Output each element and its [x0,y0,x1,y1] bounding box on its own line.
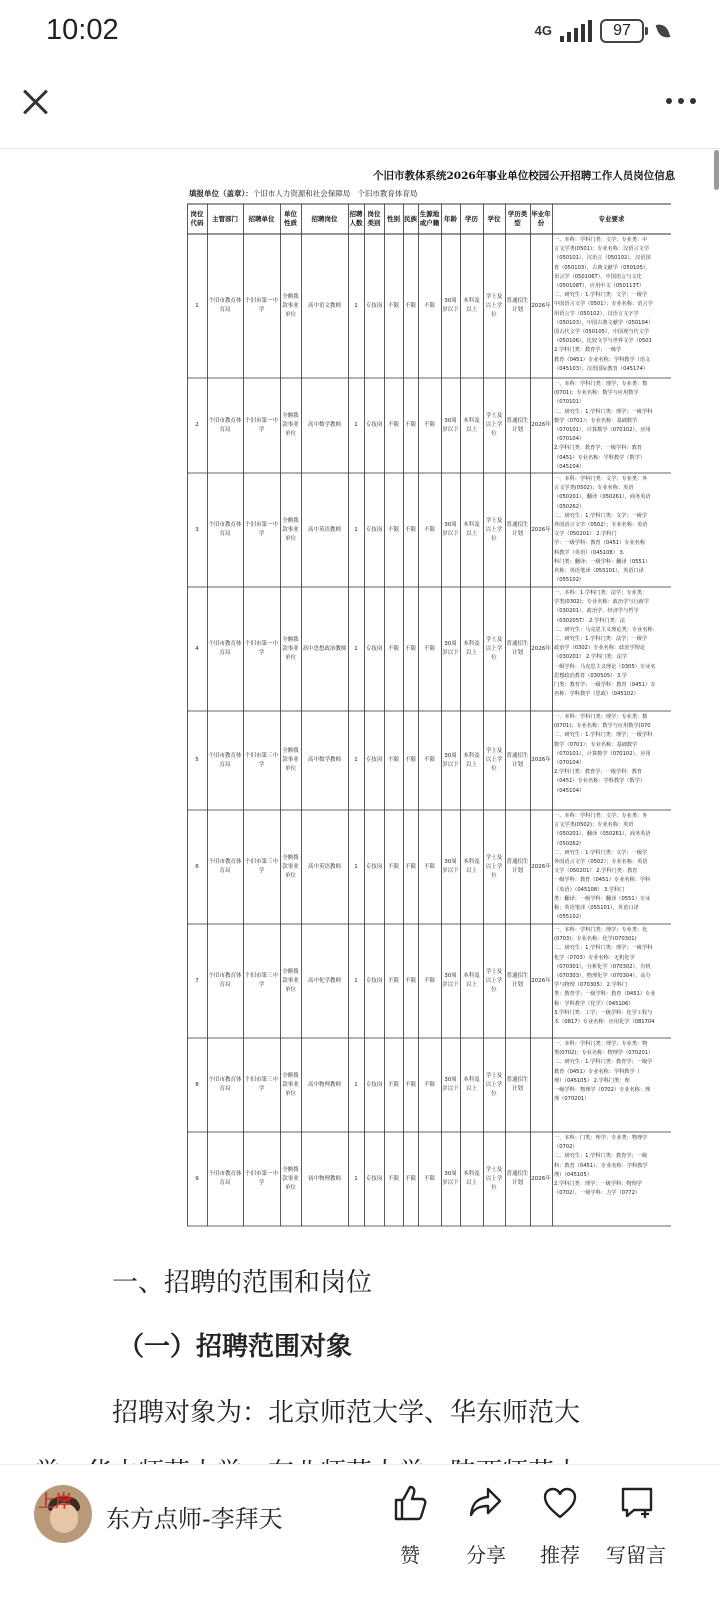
requirement-line: 理）（045105） 2.学科门类：理 [554,1077,630,1084]
requirement-line: 门类：教育学；一级学科：教育（0451）专 [554,682,656,689]
requirement-line: 文学（050201） 2.学科门类：教育 [554,868,638,875]
table-cell-post: 高中数学教师 [307,757,341,763]
table-cell-unit: 个旧市第三中学 [244,973,278,988]
table-cell-age: 30周岁以下 [442,641,459,656]
table-header-cell: 毕业年份 [531,210,551,227]
table-cell-age: 30周岁以下 [442,1171,459,1186]
table-header-cell: 年龄 [444,214,457,223]
requirement-line: （050201），翻译（050261），商务英语 [554,831,651,838]
table-cell-degree: 学士及以上学位 [485,968,503,993]
requirement-line: 一、本科：学科门类：理学；专业类：物 [554,1041,648,1047]
table-cell-origin: 不限 [423,302,435,309]
table-cell-code: 8 [195,1081,199,1088]
requirement-line: （0451）专业名称：学科教学（数学） [554,778,646,785]
requirement-line: 外国语言文学（0502）；专业名称：英语 [554,522,648,529]
requirement-line: 一级学科：马克思主义理论（0305）专业名 [554,663,656,670]
table-header-cell: 性别 [387,214,400,223]
more-options-icon[interactable] [666,98,696,104]
table-cell-edu: 本科及以上 [463,641,480,656]
table-cell-gender: 不限 [387,645,399,652]
thumbs-up-icon [393,1483,427,1523]
table-cell-gender: 不限 [387,977,399,984]
comment-button[interactable] [606,1483,666,1573]
requirement-line: （050101），汉语言（050102），汉语国 [554,255,651,262]
requirement-line: （070303），物理化学（070304），高分 [554,973,651,980]
table-cell-dept: 个旧市教育体育局 [208,1077,242,1092]
table-cell-requirements [554,1134,671,1225]
table-cell-degree: 学士及以上学位 [485,636,503,661]
status-time: 10:02 [46,14,119,46]
table-cell-degree: 学士及以上学位 [485,413,503,437]
table-cell-unit: 个旧市第一中学 [244,641,278,656]
eco-leaf-icon [656,22,671,40]
table-cell-count: 1 [354,1081,358,1088]
table-cell-code: 2 [195,422,199,428]
table-cell-ethnic: 不限 [404,422,416,428]
table-cell-type: 专技岗 [365,757,383,763]
table-cell-age: 30周岁以下 [442,298,459,313]
requirement-line: 类：教育学；一级学科：教育（0451）专业 [554,991,656,998]
table-cell-code: 4 [195,645,199,652]
table-cell-year: 2026年 [531,863,551,870]
table-cell-nature: 全额拨款事业单位 [282,413,299,437]
table-cell-ethnic: 不限 [404,977,416,984]
requirement-line: 一、本科：学科门类：理学；专业类：数 [554,381,648,387]
table-cell-year [531,1038,551,1132]
table-cell-ethnic: 不限 [404,645,416,652]
table-cell-origin: 不限 [423,757,435,763]
table-cell-type: 专技岗 [365,645,383,652]
requirement-line: 言文学类(0502)；专业名称：英语 [554,485,634,492]
table-cell-post: 高中化学教师 [307,977,341,984]
table-cell-post: 初中物理教师 [307,1175,341,1182]
requirement-line: 3.学科门类：工学；一级学科：化学工程与 [554,1009,653,1016]
table-cell-count: 1 [354,302,358,309]
share-label: 分享 [466,1543,506,1567]
comment-label: 写留言 [606,1543,666,1567]
table-cell-degree: 学士及以上学位 [485,1166,503,1191]
table-cell-edu: 本科及以上 [463,417,480,433]
table-cell-edutype: 普通招生计划 [506,417,529,433]
recommend-label: 推荐 [540,1543,580,1567]
requirement-line: 二、研究生：1.学科门类：理学；一级学科 [554,732,653,739]
requirement-line: （045104） [554,463,585,470]
requirement-line: 一级学科：物理学（0702）专业名称：理 [554,1087,651,1094]
requirement-line: 数学（0701）；专业名称：基础数学 [554,417,638,424]
document-title: 个旧市教体系统2026年事业单位校园公开招聘工作人员岗位信息 [373,170,676,182]
table-cell-ethnic: 不限 [404,302,416,309]
table-cell-requirements [554,926,671,1037]
table-cell-nature: 全额拨款事业单位 [282,293,299,318]
requirement-line: 2.学科门类：理学；一级学科：物理学 [554,1181,642,1188]
requirement-line: 数学（0701）；专业名称：基础数学 [554,741,638,748]
table-cell-type: 专技岗 [365,526,383,533]
table-cell-post: 高中英语教师 [307,863,341,870]
battery-icon [600,19,644,43]
requirement-line: (0703)；专业名称：化学(070301) [554,936,637,943]
table-cell-origin: 不限 [423,645,435,652]
avatar-mark: 上岸 [38,1492,72,1512]
table-cell-origin: 不限 [423,422,435,428]
table-cell-age: 30周岁以下 [442,973,459,988]
table-cell-origin: 不限 [423,1175,435,1182]
requirement-line: 名称：英语笔译（055101），英语口译 [554,568,644,575]
table-cell-degree: 学士及以上学位 [485,1072,503,1097]
table-cell-requirements [554,380,671,472]
table-cell-age: 30周岁以下 [442,859,459,874]
table-cell-year: 2026年 [531,757,551,763]
table-cell-age: 30周岁以下 [442,522,459,537]
table-cell-unit: 个旧市第一中学 [244,1171,278,1186]
table-cell-edu: 本科及以上 [463,1077,480,1092]
requirement-line: 中国语言文学（0501）；专业名称：语言学 [554,301,653,308]
requirement-line: 二、研究生：1.学科门类：法学；一级学 [554,636,648,643]
requirement-line: 用语言学（050102），汉语言文字学 [554,310,639,317]
table-cell-degree: 学士及以上学位 [485,293,503,318]
requirement-line: 学类(0302)；专业名称：政治学与行政学 [554,599,650,606]
requirement-line: 2.学科门类：教育学；一级学科：教育 [554,445,642,452]
table-cell-degree: 学士及以上学位 [485,517,503,542]
table-cell-code: 3 [195,526,199,533]
table-cell-year: 2026年 [531,1175,551,1182]
table-cell-post: 高中物理教师 [307,1081,341,1088]
table-cell-requirements [554,475,671,586]
table-cell-post: 高中思想政治教师 [302,645,347,652]
heart-icon [543,1483,577,1523]
table-cell-code: 9 [195,1175,199,1182]
requirement-line: 二、研究生：1.学科门类：教育学；一级 [554,1153,648,1160]
requirement-line: （070104） [554,760,585,767]
table-cell-year: 2026年 [531,977,551,984]
close-icon[interactable] [18,84,54,120]
filing-label: 填报单位（盖章）： [189,189,253,198]
table-cell-gender: 不限 [387,757,399,763]
table-header-cell: 单位性质 [284,210,297,227]
requirement-line: 2.学科门类：教育学；一级学 [554,347,622,354]
requirement-line: 一、本科：学科门类：理学；专业类：数 [554,714,648,720]
table-cell-nature: 全额拨款事业单位 [282,636,299,661]
table-cell-year: 2026年 [531,526,551,533]
table-cell-dept: 个旧市教育体育局 [208,973,242,988]
like-label: 赞 [400,1543,420,1567]
table-cell-age: 30周岁以下 [442,1077,459,1092]
requirement-line: 一、本科：学科门类：文学；专业类：中 [554,237,648,243]
table-cell-origin: 不限 [423,977,435,984]
table-cell-ethnic: 不限 [404,863,416,870]
requirement-line: 科：教育（0451）；专业名称：学科教学 [554,1162,648,1169]
table-cell-origin: 不限 [423,526,435,533]
table-cell-nature: 全额拨款事业单位 [282,1166,299,1191]
table-cell-count: 1 [354,526,358,533]
requirement-line: （050262） [554,503,585,510]
table-header-cell: 学历类型 [507,210,528,227]
table-header-cell: 学位 [487,214,501,223]
network-type: 4G [534,23,552,38]
table-cell-edu: 本科及以上 [463,973,480,988]
requirement-line: 二、研究生：1.学科门类：理学；一级学科 [554,408,653,415]
status-icons [535,16,668,46]
requirement-line: （030205T） 2.学科门类：法 [554,617,626,624]
table-cell-post: 高中英语教师 [307,526,341,533]
table-cell-edutype: 普通招生计划 [506,1077,529,1092]
table-cell-ethnic: 不限 [404,1081,416,1088]
table-header-cell: 学历 [465,214,478,223]
table-cell-code: 7 [195,977,199,984]
requirement-line: （070101），计算数学（070102），应用 [554,427,651,434]
section-heading: 一、招聘的范围和岗位 [112,1268,373,1298]
requirement-line: （055102） [554,914,585,921]
requirement-line: 文学（050201） 2.学科门 [554,531,617,538]
requirement-line: （050201），翻译（050261），商务英语 [554,494,651,501]
requirement-line: （050262） [554,840,585,847]
table-cell-dept: 个旧市教育体育局 [208,1171,242,1186]
table-cell-requirements [554,589,671,710]
table-cell-unit: 个旧市第三中学 [244,1077,278,1092]
requirement-line: 国古代文学（050105），中国现当代文学 [554,329,650,336]
table-cell-count: 1 [354,977,358,984]
requirement-line: 二、研究生：1.学科门类：文学；一级学 [554,849,648,856]
table-cell-origin: 不限 [423,1081,435,1088]
table-cell-post: 高中语文教师 [307,302,341,309]
requirement-line: （030201） 2.学科门类：法学 [554,654,628,661]
table-cell-dept: 个旧市教育体育局 [208,752,242,768]
requirement-line: 言文学类(0501)；专业名称：汉语言文学 [554,246,650,253]
requirement-line: 2.学科门类：教育学；一级学科：教育 [554,769,642,776]
requirement-line: 二、研究生：1.学科门类：教育学；一级学 [554,1059,653,1066]
table-cell-edutype: 普通招生计划 [506,298,529,313]
comment-icon [619,1483,655,1523]
table-cell-edutype: 普通招生计划 [506,522,529,537]
document-image[interactable] [187,162,676,1230]
requirement-line: 育（050103），古典文献学（050105）， [554,264,651,271]
requirement-line: 言文学类(0502)；专业名称：英语 [554,822,634,829]
table-header-cell: 岗位代码 [190,210,204,227]
requirement-line: 二、研究生：马克思主义理论类；专业名称： [554,626,658,633]
requirement-line: 学与物理（070305） 2.学科门 [554,982,628,989]
table-cell-count: 1 [354,422,358,428]
table-header-cell: 主管部门 [212,214,238,223]
requirement-line: （070301），分析化学（070302），有机 [554,963,651,970]
table-cell-nature: 全额拨款事业单位 [282,1072,299,1097]
table-cell-type: 专技岗 [365,302,383,309]
requirement-line: (0701)；专业名称：数学与应用数学 [554,390,639,397]
table-cell-gender: 不限 [387,302,399,309]
table-cell-nature: 全额拨款事业单位 [282,748,299,772]
table-cell-origin: 不限 [423,863,435,870]
table-cell-edutype: 普通招生计划 [506,859,529,874]
requirement-line: （0451）专业名称：学科教学（数学） [554,454,646,461]
table-cell-age: 30周岁以下 [442,752,459,768]
table-header-cell: 招聘人数 [349,210,363,227]
requirement-line: （050106），比较文学与世界文学（0501 [554,338,652,345]
table-cell-year: 2026年 [531,645,551,652]
requirement-line: 语言学（050106T），中国语言与文化 [554,273,642,280]
table-header-cell: 民族 [404,214,417,223]
requirement-line: （070104） [554,436,585,443]
table-cell-dept: 个旧市教育体育局 [208,522,242,537]
requirement-line: 科教学（英语）（045108） 3. [554,549,625,556]
table-cell-edutype: 普通招生计划 [506,641,529,656]
table-cell-nature: 全额拨款事业单位 [282,517,299,542]
requirement-line: 教育（0451）专业名称：学科教学（ [554,1068,640,1075]
requirement-line: （045104） [554,787,585,794]
table-cell-unit: 个旧市第一中学 [244,417,278,433]
table-header-cell: 生源地或户籍 [419,210,440,227]
table-cell-ethnic: 不限 [404,757,416,763]
requirement-line: 外国语言文学（0502）；专业名称：英语 [554,859,648,866]
table-cell-edu: 本科及以上 [463,859,480,874]
table-header-cell: 专业要求 [598,214,625,223]
table-cell-unit: 个旧市第三中学 [244,752,278,768]
requirement-line: （055102） [554,577,585,584]
status-bar [0,0,720,62]
requirement-line: （030201），政治学、经济学与哲学 [554,608,639,615]
filing-unit: 个旧市人力资源和社会保障局 [252,189,351,198]
requirement-line: 一、本科：1.学科门类：法学；专业类： [554,590,648,596]
bottom-action-bar [0,1464,720,1601]
table-cell-edu: 本科及以上 [463,298,480,313]
subsection-heading: （一）招聘范围对象 [118,1332,353,1362]
table-cell-unit: 个旧市第一中学 [244,522,278,537]
requirement-line: 二、研究生：1.学科门类：理学；一级学科 [554,945,653,952]
table-cell-gender: 不限 [387,1081,399,1088]
table-cell-dept: 个旧市教育体育局 [208,641,242,656]
paragraph-text: 招聘对象为：北京师范大学、华东师范大 [112,1398,581,1428]
requirement-line: 一、本科：门类：理学；专业类：物理学 [554,1135,648,1141]
author-name[interactable]: 东方点师-李拜天 [106,1505,283,1533]
table-cell-count: 1 [354,1175,358,1182]
table-cell-requirements [554,1040,671,1131]
requirement-line: (0701)；专业名称：数学与应用数学(070 [554,723,651,730]
table-cell-count: 1 [354,757,358,763]
table-cell-gender: 不限 [387,422,399,428]
requirement-line: 一、本科：学科门类：文学；专业类：外 [554,476,648,482]
author-avatar[interactable] [34,1485,92,1543]
requirement-line: 类：翻译；一级学科：翻译（0551）专业 [554,895,651,902]
table-cell-edutype: 普通招生计划 [506,973,529,988]
requirement-line: 一级学科：教育（0451）专业名称：学科 [554,877,651,884]
table-cell-code: 1 [195,302,199,309]
requirement-line: 教育（0451）专业名称：学科教学（语文 [554,356,651,363]
table-cell-type: 专技岗 [365,1081,383,1088]
table-cell-gender: 不限 [387,863,399,870]
table-cell-gender: 不限 [387,526,399,533]
requirement-line: 理（070201） [554,1096,590,1103]
signal-icon [560,20,592,42]
scrollbar-thumb[interactable] [714,150,719,190]
requirement-line: 政治学（0302）专业名称：政治学理论 [554,645,646,652]
top-bar [0,62,720,149]
requirement-line: 名称：学科教学（思政）（045102） [554,691,639,698]
table-cell-gender: 不限 [387,1175,399,1182]
requirement-line: （0702） [554,1144,578,1151]
requirement-line: 科门类：翻译；一级学科：翻译（0551） [554,558,651,565]
requirement-line: 二、研究生：1.学科门类：文学；一级学 [554,292,648,299]
like-button[interactable] [380,1483,440,1573]
table-cell-type: 专技岗 [365,863,383,870]
requirement-line: （050103），中国古典文献学（050104） [554,319,654,326]
table-cell-dept: 个旧市教育体育局 [208,417,242,433]
requirement-line: （070101） [554,399,585,406]
requirement-line: 称：学科教学（化学）（045106） [554,1000,634,1007]
requirement-line: 术（0817）专业名称：应用化学（081704 [554,1019,655,1026]
table-cell-type: 专技岗 [365,1175,383,1182]
table-cell-type: 专技岗 [365,422,383,428]
requirement-line: 思想政治教育（030505） 3.学 [554,672,628,679]
requirement-line: 二、研究生：1.学科门类：文学；一级学 [554,512,648,519]
requirement-line: （070101），计算数学（070102），应用 [554,750,651,757]
table-cell-edutype: 普通招生计划 [506,752,529,768]
requirement-line: 一、本科：学科门类：文学；专业类：外 [554,813,648,819]
table-cell-ethnic: 不限 [404,1175,416,1182]
table-cell-dept: 个旧市教育体育局 [208,859,242,874]
battery-level: 97 [613,22,631,39]
table-cell-year: 2026年 [531,422,551,428]
share-button[interactable] [456,1483,516,1573]
table-cell-year: 2026年 [531,302,551,309]
requirement-line: （英语）（045108） 3.学科门 [554,886,625,893]
table-cell-edu: 本科及以上 [463,522,480,537]
table-header-cell: 岗位类别 [367,210,381,227]
table-cell-requirements [554,236,671,377]
table-cell-dept: 个旧市教育体育局 [208,298,242,313]
table-cell-post: 高中数学教师 [307,422,341,428]
table-cell-age: 30周岁以下 [442,417,459,433]
table-cell-unit: 个旧市第一中学 [244,298,278,313]
table-cell-requirements [554,713,671,809]
table-cell-edutype: 普通招生计划 [506,1171,529,1186]
table-cell-requirements [554,812,671,923]
table-header-cell: 招聘岗位 [311,214,338,223]
table-cell-edu: 本科及以上 [463,1171,480,1186]
recommend-button[interactable] [530,1483,590,1573]
requirement-line: 类(0702)；专业名称：物理学（070201） [554,1050,654,1057]
table-cell-ethnic: 不限 [404,526,416,533]
requirement-line: （0702），一级学科：力学（0772） [554,1190,641,1197]
table-cell-unit: 个旧市第三中学 [244,859,278,874]
table-cell-edu: 本科及以上 [463,752,480,768]
table-cell-count: 1 [354,863,358,870]
requirement-line: 称：英语笔译（055101），英语口译 [554,905,639,912]
filing-unit-2: 个旧市教育体育局 [357,189,418,198]
table-cell-count: 1 [354,645,358,652]
requirement-line: 化学（0703）专业名称：无机化学 [554,954,635,961]
table-header-cell: 招聘单位 [248,214,275,223]
requirement-line: 一、本科：学科门类：理学；专业类：化 [554,927,648,933]
requirement-line: 理）（045105） [554,1171,592,1178]
table-cell-nature: 全额拨款事业单位 [282,854,299,879]
table-cell-type: 专技岗 [365,977,383,984]
table-cell-code: 6 [195,863,199,870]
share-icon [469,1483,503,1523]
table-cell-degree: 学士及以上学位 [485,854,503,879]
requirement-line: （045103），汉语国际教育（045174） [554,365,649,372]
requirement-line: 学：一级学科：教育（0451）专业名称 [554,540,646,547]
table-cell-degree: 学士及以上学位 [485,748,503,772]
table-cell-code: 5 [195,757,199,763]
requirement-line: （050108T），应用中文（050113T） [554,283,645,290]
table-cell-nature: 全额拨款事业单位 [282,968,299,993]
